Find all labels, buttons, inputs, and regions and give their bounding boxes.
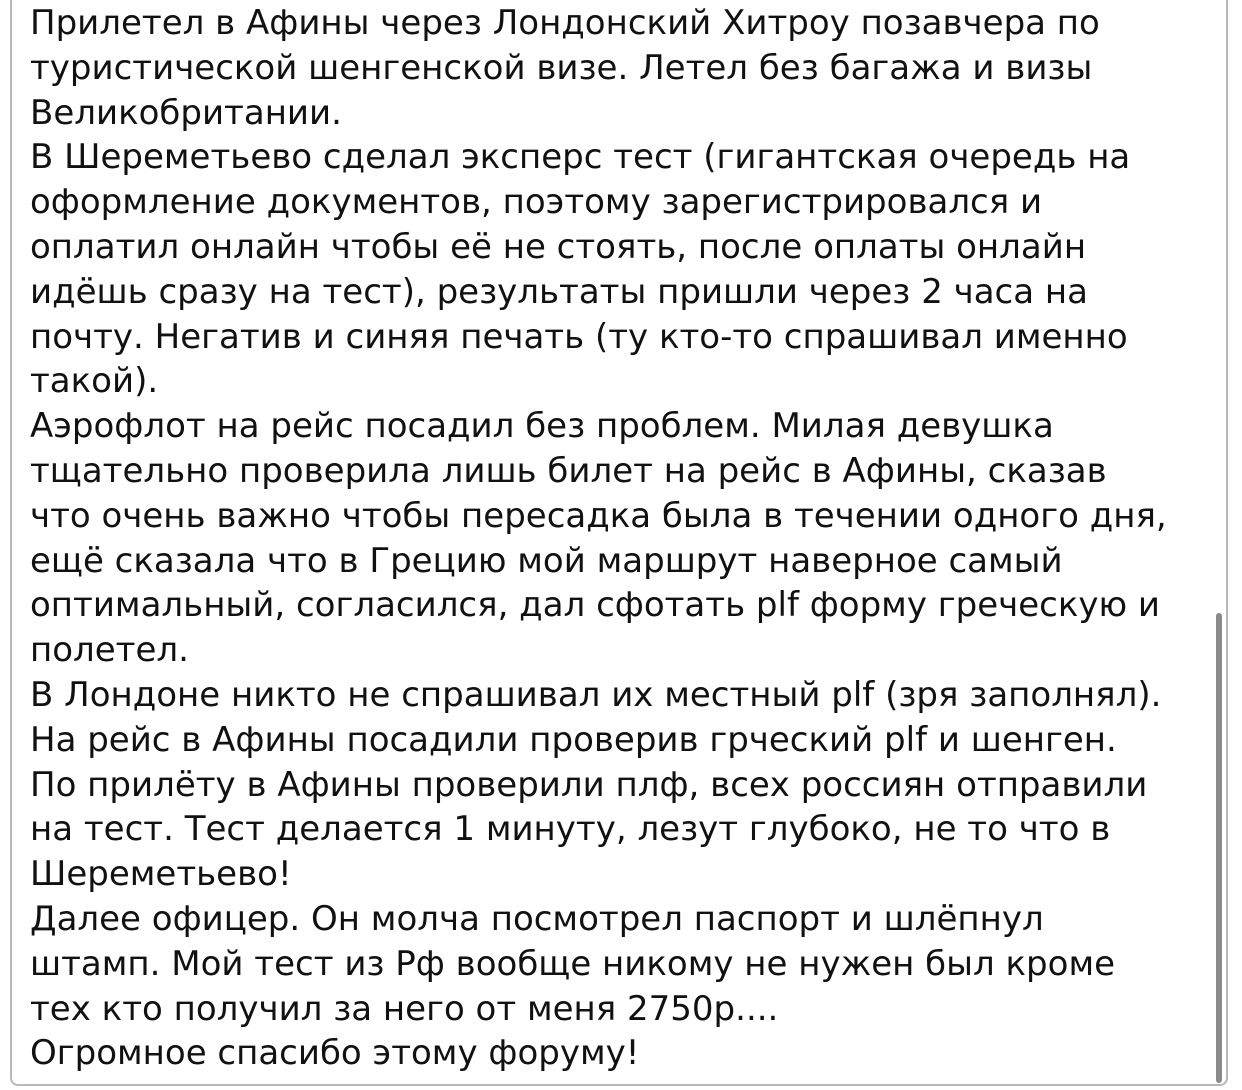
message-text-area[interactable]: [10, 0, 1228, 1086]
message-line: оформление документов, поэтому зарегистрировался и: [30, 182, 1043, 223]
message-line: штамп. Мой тест из Рф вообще никому не нужен был кроме: [30, 943, 1116, 984]
message-line: Великобритании.: [30, 92, 342, 133]
message-line: оптимальный, согласился, дал сфотать plf форму греческую и: [30, 585, 1161, 626]
message-line: тех кто получил за него от меня 2750р....: [30, 988, 779, 1029]
vertical-scrollbar[interactable]: [1216, 613, 1222, 1083]
message-line: почту. Негатив и синяя печать (ту кто-то спрашивал именно: [30, 316, 1128, 357]
message-line: ещё сказала что в Грецию мой маршрут наверное самый: [30, 540, 1063, 581]
message-line: идёшь сразу на тест), результаты пришли через 2 часа на: [30, 271, 1088, 312]
message-line: полетел.: [30, 630, 189, 671]
message-line: такой).: [30, 361, 159, 402]
message-line: на тест. Тест делается 1 минуту, лезут глубоко, не то что в: [30, 809, 1111, 850]
message-line: Прилетел в Афины через Лондонский Хитроу позавчера по: [30, 3, 1100, 43]
message-line: Огромное спасибо этому форуму!: [30, 1033, 640, 1074]
message-line: Далее офицер. Он молча посмотрел паспорт и шлёпнул: [30, 898, 1044, 939]
message-line: В Лондоне никто не спрашивал их местный plf (зря заполнял).: [30, 674, 1162, 715]
message-line: По прилёту в Афины проверили плф, всех россиян отправили: [30, 764, 1148, 805]
message-line: оплатил онлайн чтобы её не стоять, после оплаты онлайн: [30, 226, 1087, 267]
message-text[interactable]: [30, 1, 1220, 1076]
message-line: Шереметьево!: [30, 854, 292, 895]
message-line: туристической шенгенской визе. Летел без багажа и визы: [30, 47, 1093, 88]
message-line: На рейс в Афины посадили проверив грческий plf и шенген.: [30, 719, 1117, 760]
message-line: В Шереметьево сделал эксперс тест (гигантская очередь на: [30, 137, 1131, 178]
message-line: Аэрофлот на рейс посадил без проблем. Милая девушка: [30, 406, 1054, 447]
message-line: что очень важно чтобы пересадка была в течении одного дня,: [30, 495, 1167, 536]
message-line: тщательно проверила лишь билет на рейс в Афины, сказав: [30, 450, 1107, 491]
